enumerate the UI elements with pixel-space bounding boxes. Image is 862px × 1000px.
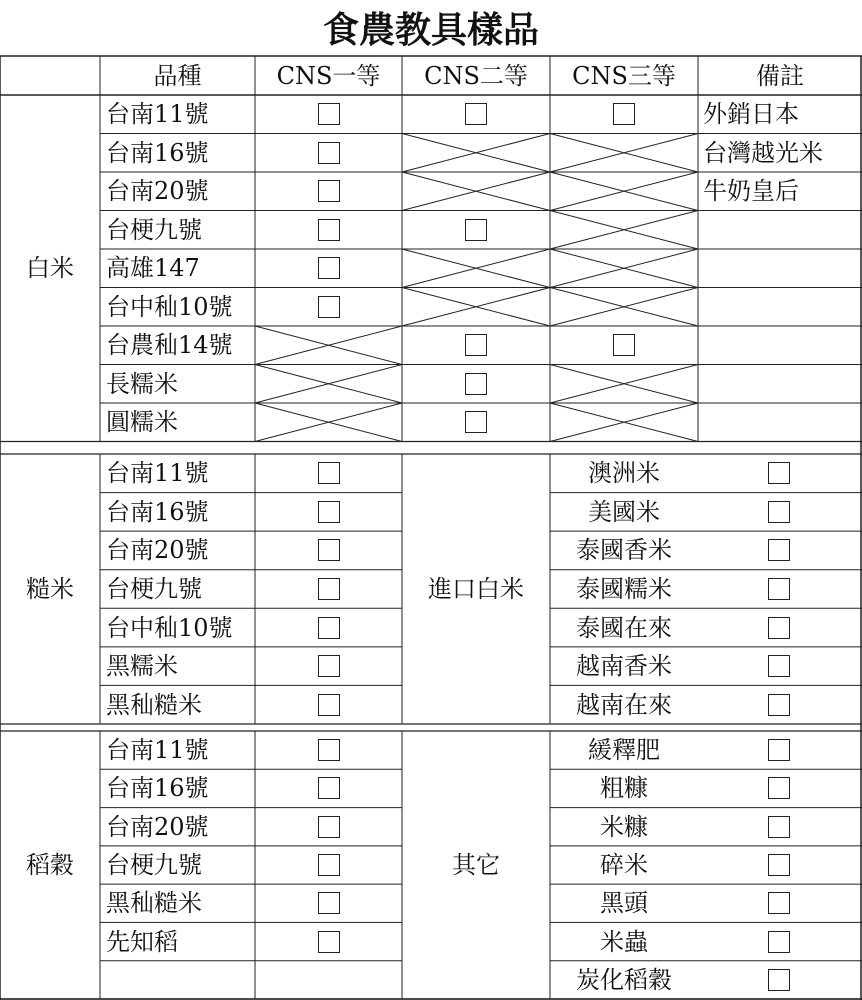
grade-checkbox[interactable]	[318, 103, 340, 125]
grade-checkbox[interactable]	[768, 892, 790, 914]
variety-name: 黑秈糙米	[106, 690, 202, 719]
grade-checkbox[interactable]	[768, 739, 790, 761]
item-name: 越南香米	[576, 652, 672, 681]
variety-name: 台南16號	[106, 138, 209, 167]
grade-checkbox[interactable]	[465, 219, 487, 241]
variety-name: 台中秈10號	[106, 613, 233, 642]
grade-checkbox[interactable]	[318, 854, 340, 876]
grade-checkbox[interactable]	[465, 334, 487, 356]
variety-name: 黑秈糙米	[106, 889, 202, 918]
variety-name: 圓糯米	[106, 408, 178, 437]
grade-checkbox[interactable]	[318, 777, 340, 799]
variety-name: 台南16號	[106, 497, 209, 526]
item-name: 泰國糯米	[576, 575, 672, 603]
item-name: 泰國香米	[576, 536, 672, 565]
grade-checkbox[interactable]	[318, 892, 340, 914]
grade-checkbox[interactable]	[465, 103, 487, 125]
column-header: CNS三等	[572, 61, 676, 90]
variety-name: 長糯米	[106, 369, 178, 398]
item-name: 粗糠	[600, 774, 648, 803]
grade-checkbox[interactable]	[613, 103, 635, 125]
item-name: 澳洲米	[588, 459, 660, 488]
variety-name: 台梗九號	[106, 575, 202, 603]
remark-text: 外銷日本	[703, 100, 799, 129]
grade-checkbox[interactable]	[318, 655, 340, 677]
variety-name: 台南11號	[106, 100, 209, 129]
group-label-imported-rice: 進口白米	[428, 575, 524, 603]
variety-name: 台梗九號	[106, 851, 202, 879]
grade-checkbox[interactable]	[318, 816, 340, 838]
item-name: 米糠	[600, 812, 648, 841]
item-name: 炭化稻穀	[576, 965, 672, 994]
item-name: 泰國在來	[576, 613, 672, 642]
variety-name: 台南11號	[106, 459, 209, 488]
item-name: 越南在來	[576, 690, 672, 719]
grade-checkbox[interactable]	[318, 617, 340, 639]
remark-text: 牛奶皇后	[703, 177, 799, 206]
variety-name: 台中秈10號	[106, 292, 233, 321]
item-name: 美國米	[588, 497, 660, 526]
column-header: CNS一等	[276, 61, 381, 90]
item-name: 黑頭	[600, 889, 648, 918]
grade-checkbox[interactable]	[768, 854, 790, 876]
grade-checkbox[interactable]	[465, 411, 487, 433]
section-label-white-rice: 白米	[26, 254, 74, 283]
grade-checkbox[interactable]	[768, 501, 790, 523]
grade-checkbox[interactable]	[768, 816, 790, 838]
grade-checkbox[interactable]	[768, 539, 790, 561]
grade-checkbox[interactable]	[465, 373, 487, 395]
grade-checkbox[interactable]	[768, 462, 790, 484]
grade-checkbox[interactable]	[318, 180, 340, 202]
grade-checkbox[interactable]	[768, 694, 790, 716]
variety-name: 黑糯米	[106, 652, 178, 681]
variety-name: 台南20號	[106, 536, 209, 565]
page-title: 食農教具樣品	[322, 9, 539, 51]
grade-checkbox[interactable]	[318, 739, 340, 761]
grade-checkbox[interactable]	[613, 334, 635, 356]
grade-checkbox[interactable]	[318, 462, 340, 484]
grade-checkbox[interactable]	[318, 539, 340, 561]
column-header: CNS二等	[424, 61, 528, 90]
grade-checkbox[interactable]	[318, 296, 340, 318]
grade-checkbox[interactable]	[318, 578, 340, 600]
remark-text: 台灣越光米	[703, 138, 823, 167]
grade-checkbox[interactable]	[768, 931, 790, 953]
grade-checkbox[interactable]	[768, 617, 790, 639]
grade-checkbox[interactable]	[318, 142, 340, 164]
variety-name: 高雄147	[106, 254, 200, 283]
variety-name: 先知稻	[106, 927, 178, 956]
variety-name: 台南16號	[106, 774, 209, 803]
column-header: 備註	[756, 61, 804, 90]
item-name: 米蟲	[600, 927, 648, 956]
grade-checkbox[interactable]	[768, 777, 790, 799]
variety-name: 台農秈14號	[106, 331, 233, 360]
grade-checkbox[interactable]	[768, 969, 790, 991]
grade-checkbox[interactable]	[318, 219, 340, 241]
section-label-paddy: 稻穀	[26, 851, 74, 879]
grade-checkbox[interactable]	[318, 257, 340, 279]
grade-checkbox[interactable]	[768, 655, 790, 677]
grade-checkbox[interactable]	[768, 578, 790, 600]
grade-checkbox[interactable]	[318, 931, 340, 953]
group-label-other: 其它	[452, 851, 500, 879]
variety-name: 台南20號	[106, 177, 209, 206]
item-name: 碎米	[600, 851, 648, 879]
item-name: 緩釋肥	[588, 736, 660, 765]
variety-name: 台南11號	[106, 736, 209, 765]
section-label-brown-rice: 糙米	[26, 575, 74, 603]
variety-name: 台南20號	[106, 812, 209, 841]
variety-name: 台梗九號	[106, 215, 202, 244]
grade-checkbox[interactable]	[318, 501, 340, 523]
grade-checkbox[interactable]	[318, 694, 340, 716]
column-header: 品種	[153, 61, 202, 90]
